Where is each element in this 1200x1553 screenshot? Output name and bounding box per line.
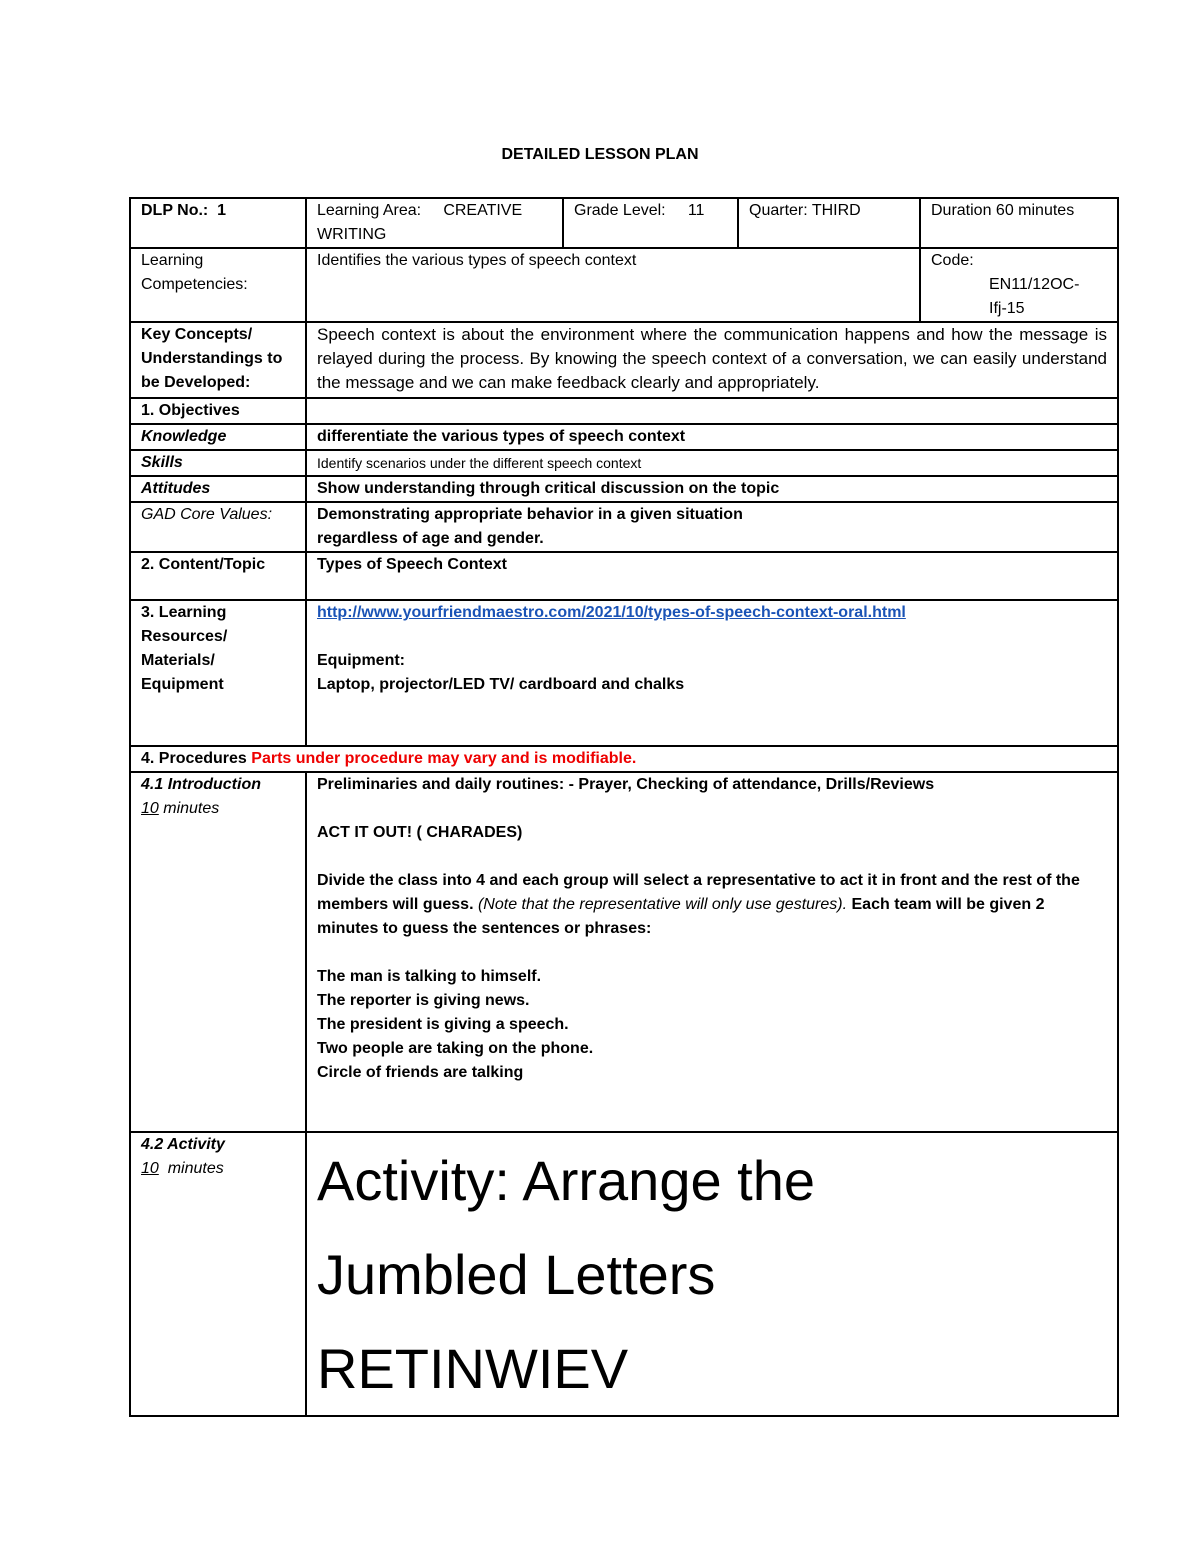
activity-title-1: Activity: Arrange the bbox=[317, 1149, 816, 1212]
grade-level-label: Grade Level: bbox=[574, 202, 666, 219]
resources-label-3: Materials/ bbox=[141, 652, 215, 669]
key-concepts-text: Speech context is about the environment where the communication happens and how the message is relayed during the process. By knowing the speech context of a conversation, we can easily understand the message and we can make feedback clearly and appropriately. bbox=[317, 325, 1107, 392]
introduction-duration bbox=[141, 797, 295, 821]
lesson-plan-table bbox=[129, 197, 1119, 1417]
skills-row bbox=[130, 450, 1118, 476]
code-value-1: EN11/12OC- bbox=[989, 276, 1080, 293]
code-value-2: Ifj-15 bbox=[989, 300, 1025, 317]
key-concepts-row bbox=[130, 322, 1118, 398]
resources-label-4: Equipment bbox=[141, 676, 224, 693]
phrase-4: Two people are taking on the phone. bbox=[317, 1040, 594, 1057]
learning-area-value-2: WRITING bbox=[317, 226, 387, 243]
content-row bbox=[130, 552, 1118, 600]
duration-value: Duration 60 minutes bbox=[931, 202, 1075, 219]
introduction-row bbox=[130, 772, 1118, 1132]
activity-text-cell bbox=[306, 1132, 1118, 1416]
knowledge-row bbox=[130, 424, 1118, 450]
gad-text-cell bbox=[306, 502, 1118, 552]
competencies-text-cell bbox=[306, 248, 920, 322]
learning-area-cell bbox=[306, 198, 563, 248]
dlp-no-cell bbox=[130, 198, 306, 248]
competencies-label-1: Learning bbox=[141, 252, 204, 269]
activity-label: 4.2 Activity bbox=[141, 1136, 225, 1153]
header-row bbox=[130, 198, 1118, 248]
competencies-text: Identifies the various types of speech context bbox=[317, 252, 637, 269]
activity-minutes-num: 10 bbox=[141, 1160, 159, 1177]
attitudes-text: Show understanding through critical discussion on the topic bbox=[306, 476, 1118, 502]
introduction-minutes-num: 10 bbox=[141, 800, 159, 817]
activity-duration bbox=[141, 1157, 295, 1181]
competencies-label-cell bbox=[130, 248, 306, 322]
resources-text-cell bbox=[306, 600, 1118, 746]
procedures-cell bbox=[130, 746, 1118, 772]
gad-label: GAD Core Values: bbox=[130, 502, 306, 552]
equipment-label: Equipment: bbox=[317, 652, 405, 669]
introduction-minutes-word: minutes bbox=[163, 800, 220, 817]
grade-level-value: 11 bbox=[687, 202, 705, 219]
gad-text-1: Demonstrating appropriate behavior in a given situation bbox=[317, 506, 743, 523]
key-concepts-label-2: Understandings to bbox=[141, 350, 283, 367]
resource-link[interactable]: http://www.yourfriendmaestro.com/2021/10/types-of-speech-context-oral.html bbox=[317, 604, 906, 621]
phrase-1: The man is talking to himself. bbox=[317, 968, 542, 985]
quarter-cell bbox=[738, 198, 920, 248]
key-concepts-label-3: be Developed: bbox=[141, 374, 251, 391]
procedures-row bbox=[130, 746, 1118, 772]
gad-row bbox=[130, 502, 1118, 552]
procedures-label: 4. Procedures bbox=[141, 750, 247, 767]
key-concepts-label-1: Key Concepts/ bbox=[141, 326, 253, 343]
skills-text: Identify scenarios under the different speech context bbox=[306, 450, 1118, 476]
grade-level-cell bbox=[563, 198, 738, 248]
quarter-value: Quarter: THIRD bbox=[749, 202, 861, 219]
instructions-part-a: Divide the class into 4 and each group will select a representative to act it in front and the rest of the members will guess. bbox=[317, 872, 1080, 913]
learning-area-label: Learning Area: bbox=[317, 202, 422, 219]
resources-label-1: 3. Learning bbox=[141, 604, 227, 621]
resources-label-2: Resources/ bbox=[141, 628, 228, 645]
game-title: ACT IT OUT! ( CHARADES) bbox=[317, 824, 523, 841]
activity-title-2: Jumbled Letters bbox=[317, 1243, 716, 1306]
knowledge-label: Knowledge bbox=[130, 424, 306, 450]
knowledge-text: differentiate the various types of speech context bbox=[306, 424, 1118, 450]
objectives-empty-cell bbox=[306, 398, 1118, 424]
introduction-label: 4.1 Introduction bbox=[141, 776, 261, 793]
instructions-note: (Note that the representative will only use gestures). bbox=[477, 896, 848, 913]
resources-row bbox=[130, 600, 1118, 746]
game-instructions bbox=[317, 869, 1107, 941]
competencies-row bbox=[130, 248, 1118, 322]
objectives-label: 1. Objectives bbox=[130, 398, 306, 424]
activity-row bbox=[130, 1132, 1118, 1416]
preliminaries-text: Preliminaries and daily routines: - Prayer, Checking of attendance, Drills/Reviews bbox=[317, 776, 935, 793]
content-text: Types of Speech Context bbox=[306, 552, 1118, 600]
instructions-part-b: Each team will be given 2 minutes to guess the sentences or phrases: bbox=[317, 896, 1045, 937]
dlp-no-value: 1 bbox=[217, 202, 227, 219]
page-title: DETAILED LESSON PLAN bbox=[501, 146, 699, 163]
phrase-5: Circle of friends are talking bbox=[317, 1064, 524, 1081]
key-concepts-text-cell bbox=[306, 322, 1118, 398]
dlp-no-label: DLP No.: bbox=[141, 202, 209, 219]
resources-label-cell bbox=[130, 600, 306, 746]
gad-text-2: regardless of age and gender. bbox=[317, 530, 544, 547]
phrase-2: The reporter is giving news. bbox=[317, 992, 530, 1009]
learning-area-value-1: CREATIVE bbox=[443, 202, 523, 219]
introduction-text-cell bbox=[306, 772, 1118, 1132]
introduction-label-cell bbox=[130, 772, 306, 1132]
code-cell bbox=[920, 248, 1118, 322]
duration-cell bbox=[920, 198, 1118, 248]
code-label: Code: bbox=[931, 252, 974, 269]
procedures-note: Parts under procedure may vary and is modifiable. bbox=[251, 750, 637, 767]
attitudes-row bbox=[130, 476, 1118, 502]
key-concepts-label-cell bbox=[130, 322, 306, 398]
equipment-text: Laptop, projector/LED TV/ cardboard and chalks bbox=[317, 676, 685, 693]
objectives-row bbox=[130, 398, 1118, 424]
content-label: 2. Content/Topic bbox=[130, 552, 306, 600]
activity-minutes-word: minutes bbox=[167, 1160, 224, 1177]
skills-label: Skills bbox=[130, 450, 306, 476]
attitudes-label: Attitudes bbox=[130, 476, 306, 502]
jumbled-word: RETINWIEV bbox=[317, 1337, 629, 1400]
activity-label-cell bbox=[130, 1132, 306, 1416]
competencies-label-2: Competencies: bbox=[141, 276, 248, 293]
phrase-3: The president is giving a speech. bbox=[317, 1016, 569, 1033]
